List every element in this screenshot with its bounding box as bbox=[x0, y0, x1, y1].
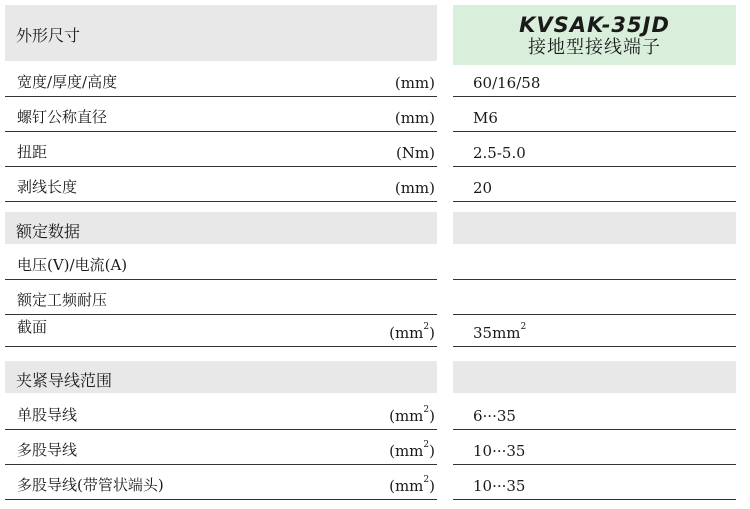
row-label: 宽度/厚度/高度 bbox=[17, 73, 118, 91]
row-unit: (mm) bbox=[394, 179, 435, 197]
row-value: 2.5-5.0 bbox=[473, 144, 526, 162]
table-row-value bbox=[453, 467, 736, 500]
table-row bbox=[5, 64, 437, 97]
row-value: $35mm^2$ bbox=[473, 322, 527, 342]
table-row-value bbox=[453, 432, 736, 465]
clamp-section-band bbox=[5, 361, 437, 393]
row-unit: (mm) bbox=[394, 109, 435, 127]
row-unit: $(mm^2)$ bbox=[389, 322, 435, 342]
table-row-value bbox=[453, 169, 736, 202]
table-row bbox=[5, 247, 437, 280]
row-unit: (Nm) bbox=[395, 144, 435, 162]
row-label: 扭距 bbox=[17, 143, 48, 161]
model-name: KVSAK-35JD bbox=[519, 13, 670, 37]
table-row-value bbox=[453, 282, 736, 315]
row-unit: (mm) bbox=[394, 74, 435, 92]
table-row-value bbox=[453, 99, 736, 132]
table-row bbox=[5, 467, 437, 500]
model-subtitle: 接地型接线端子 bbox=[528, 37, 661, 58]
table-row bbox=[5, 282, 437, 315]
table-row bbox=[5, 397, 437, 430]
row-unit: $(mm^2)$ bbox=[389, 475, 435, 495]
table-row bbox=[5, 99, 437, 132]
row-label: 截面 bbox=[17, 318, 48, 336]
clamp-section-label: 夹紧导线范围 bbox=[16, 371, 113, 390]
table-row-value bbox=[453, 314, 736, 347]
row-label: 剥线长度 bbox=[17, 178, 78, 196]
row-label: 额定工频耐压 bbox=[17, 291, 108, 309]
rated-section-label: 额定数据 bbox=[16, 222, 81, 241]
row-value: 10···35 bbox=[473, 477, 526, 495]
row-label: 电压(V)/电流(A) bbox=[17, 256, 128, 274]
row-label: 多股导线(带管状端头) bbox=[17, 476, 164, 494]
header-label-band bbox=[5, 5, 437, 61]
table-row bbox=[5, 169, 437, 202]
table-row-value bbox=[453, 247, 736, 280]
table-row bbox=[5, 314, 437, 347]
row-unit: $(mm^2)$ bbox=[389, 440, 435, 460]
clamp-section-band-right bbox=[453, 361, 736, 393]
model-header bbox=[453, 5, 736, 65]
row-value: 60/16/58 bbox=[473, 74, 541, 92]
table-row-value bbox=[453, 397, 736, 430]
header-label: 外形尺寸 bbox=[16, 26, 81, 45]
rated-section-band-right bbox=[453, 212, 736, 244]
row-value: 20 bbox=[473, 179, 493, 197]
row-label: 多股导线 bbox=[17, 441, 78, 459]
row-label: 螺钉公称直径 bbox=[17, 108, 108, 126]
table-row-value bbox=[453, 134, 736, 167]
table-row bbox=[5, 432, 437, 465]
row-value: M6 bbox=[473, 109, 498, 127]
row-value: 10···35 bbox=[473, 442, 526, 460]
table-row bbox=[5, 134, 437, 167]
row-unit: $(mm^2)$ bbox=[389, 405, 435, 425]
row-value: 6···35 bbox=[473, 407, 516, 425]
row-label: 单股导线 bbox=[17, 406, 78, 424]
table-row-value bbox=[453, 64, 736, 97]
rated-section-band bbox=[5, 212, 437, 244]
